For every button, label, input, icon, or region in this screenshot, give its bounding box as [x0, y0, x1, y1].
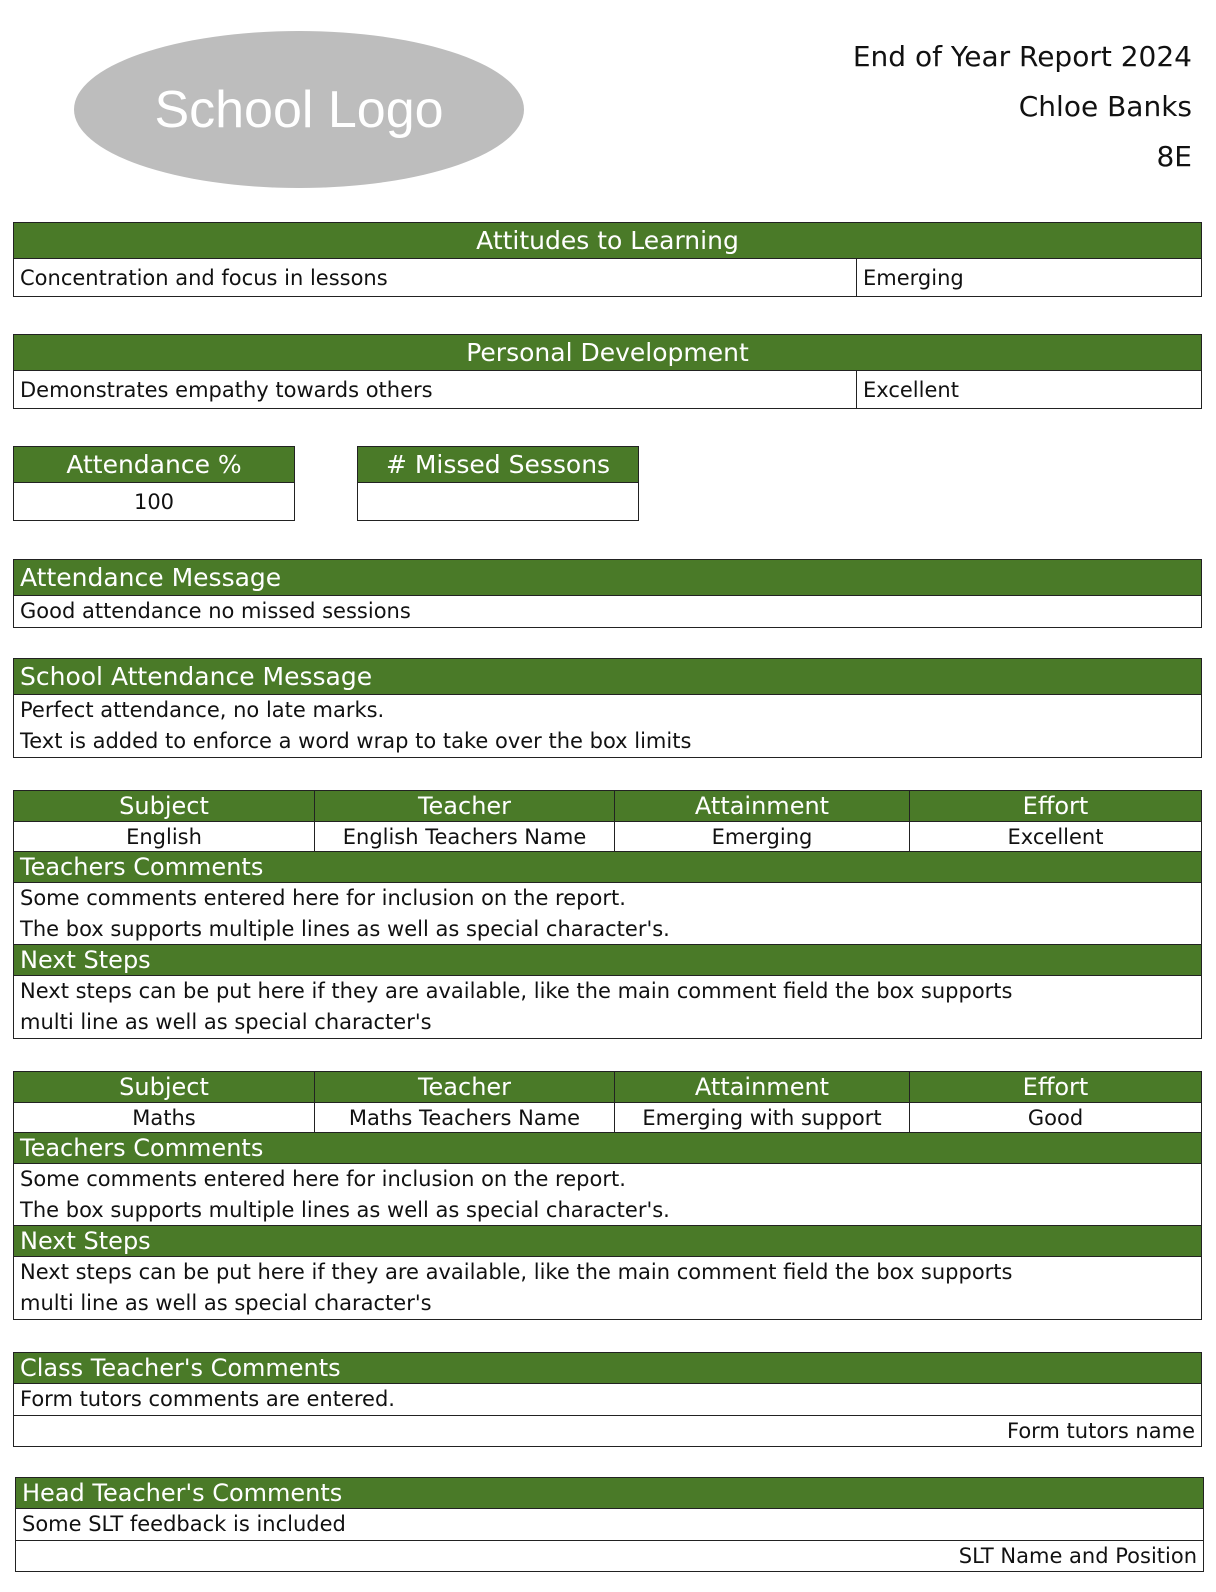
personal-value: Excellent — [856, 371, 1201, 408]
subject-header: Subject — [14, 791, 314, 822]
teachers-comment-line1: Some comments entered here for inclusion on the report. — [20, 1167, 626, 1191]
next-steps-line1: Next steps can be put here if they are available, like the main comment field the box supports — [20, 979, 1013, 1003]
attainment-value: Emerging with support — [614, 1103, 909, 1133]
class-teacher-signature: Form tutors name — [14, 1415, 1201, 1446]
missed-sessions-box — [357, 446, 639, 521]
attendance-message-title: Attendance Message — [14, 560, 1201, 596]
attendance-percent-box — [13, 446, 295, 521]
teacher-name: English Teachers Name — [314, 822, 614, 852]
attainment-value: Emerging — [614, 822, 909, 852]
next-steps-title: Next Steps — [14, 945, 1201, 976]
personal-title: Personal Development — [14, 335, 1201, 371]
head-teacher-section — [15, 1477, 1204, 1572]
student-name: Chloe Banks — [1018, 90, 1192, 123]
personal-item: Demonstrates empathy towards others — [20, 377, 433, 402]
attainment-header: Attainment — [614, 1072, 909, 1103]
student-class: 8E — [1156, 140, 1192, 173]
teacher-name: Maths Teachers Name — [314, 1103, 614, 1133]
head-teacher-signature: SLT Name and Position — [16, 1540, 1203, 1571]
subject-name: Maths — [14, 1103, 314, 1133]
head-teacher-title: Head Teacher's Comments — [16, 1478, 1203, 1509]
school-attendance-message-title: School Attendance Message — [14, 659, 1201, 695]
effort-header: Effort — [909, 1072, 1201, 1103]
effort-header: Effort — [909, 791, 1201, 822]
teachers-comment-line1: Some comments entered here for inclusion on the report. — [20, 886, 626, 910]
school-attendance-message-line1: Perfect attendance, no late marks. — [20, 698, 385, 722]
attitudes-item: Concentration and focus in lessons — [20, 265, 388, 290]
subject-name: English — [14, 822, 314, 852]
effort-value: Excellent — [909, 822, 1201, 852]
personal-section — [13, 334, 1202, 409]
attendance-percent-value: 100 — [133, 489, 175, 514]
school-logo — [74, 31, 524, 188]
subject-block-maths — [13, 1071, 1202, 1320]
next-steps-title: Next Steps — [14, 1226, 1201, 1257]
teachers-comments-title: Teachers Comments — [14, 852, 1201, 883]
attitudes-value: Emerging — [856, 259, 1201, 296]
attendance-message-section — [13, 559, 1202, 628]
class-teacher-title: Class Teacher's Comments — [14, 1353, 1201, 1384]
attendance-message-text: Good attendance no missed sessions — [20, 599, 411, 623]
next-steps-line1: Next steps can be put here if they are available, like the main comment field the box supports — [20, 1260, 1013, 1284]
teachers-comments-title: Teachers Comments — [14, 1133, 1201, 1164]
report-title: End of Year Report 2024 — [852, 40, 1192, 73]
school-attendance-message-section — [13, 658, 1202, 758]
missed-sessions-label: # Missed Sessons — [358, 447, 638, 483]
attitudes-section — [13, 222, 1202, 297]
missed-sessions-value — [358, 483, 638, 520]
class-teacher-text: Form tutors comments are entered. — [20, 1387, 395, 1411]
attendance-percent-label: Attendance % — [14, 447, 294, 483]
subject-header: Subject — [14, 1072, 314, 1103]
head-teacher-text: Some SLT feedback is included — [22, 1512, 346, 1536]
teachers-comment-line2: The box supports multiple lines as well as special character's. — [20, 1198, 670, 1222]
teacher-header: Teacher — [314, 1072, 614, 1103]
effort-value: Good — [909, 1103, 1201, 1133]
teacher-header: Teacher — [314, 791, 614, 822]
next-steps-line2: multi line as well as special character's — [20, 1010, 432, 1034]
teachers-comment-line2: The box supports multiple lines as well as special character's. — [20, 917, 670, 941]
subject-block-english — [13, 790, 1202, 1039]
school-logo-text: School Logo — [154, 80, 444, 139]
attitudes-title: Attitudes to Learning — [14, 223, 1201, 259]
attainment-header: Attainment — [614, 791, 909, 822]
class-teacher-section — [13, 1352, 1202, 1447]
school-attendance-message-line2: Text is added to enforce a word wrap to take over the box limits — [20, 729, 692, 753]
next-steps-line2: multi line as well as special character's — [20, 1291, 432, 1315]
